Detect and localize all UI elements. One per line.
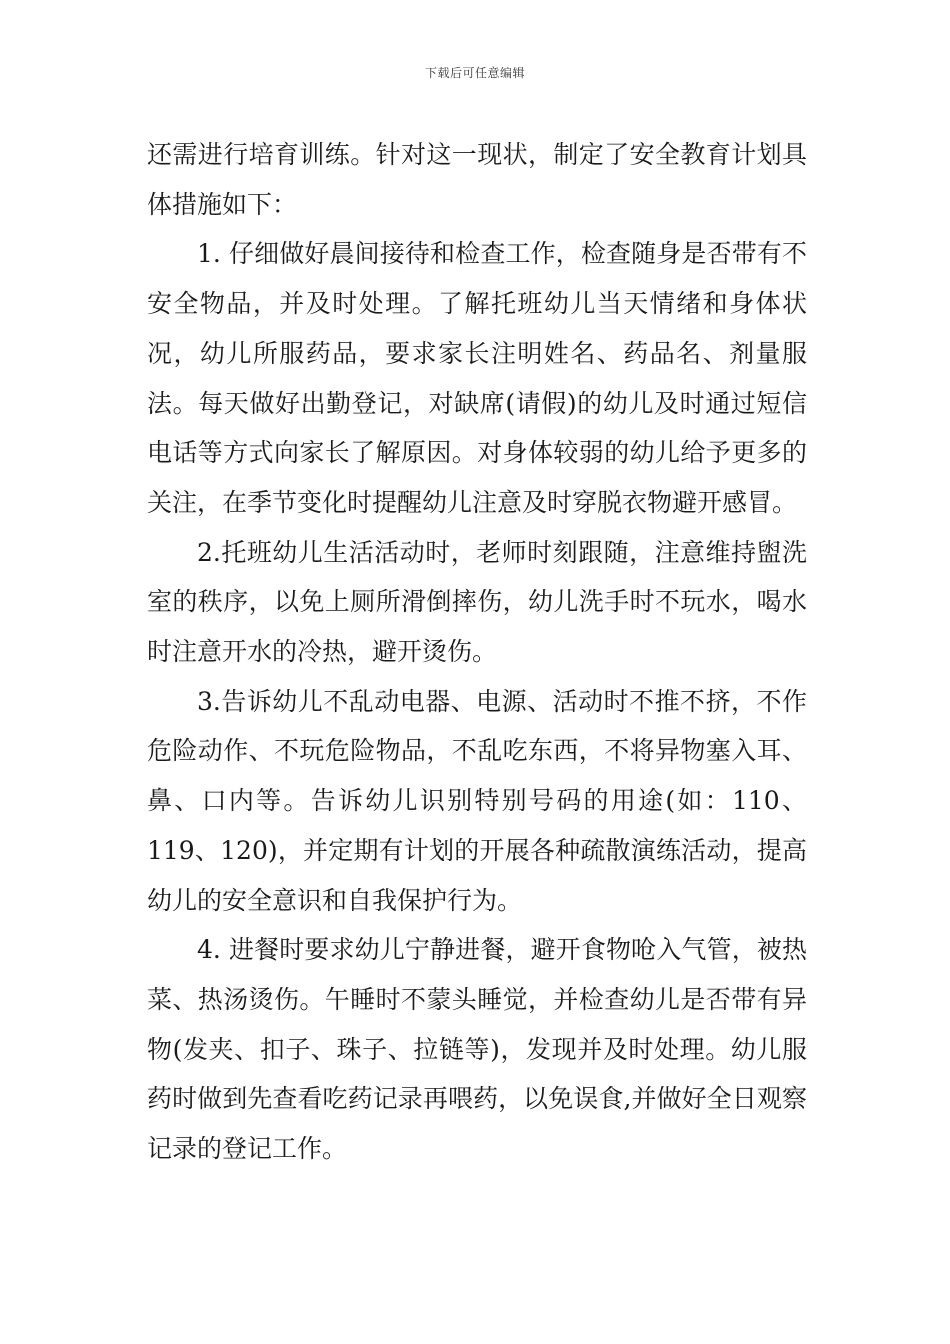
paragraph-item-3: 3.告诉幼儿不乱动电器、电源、活动时不推不挤，不作危险动作、不玩危险物品，不乱吃东西，不将异物塞入耳、鼻、口内等。告诉幼儿识别特别号码的用途(如：110、119、120)，并定期有计划的开展各种疏散演练活动，提高幼儿的安全意识和自我保护行为。 [147, 686, 807, 915]
paragraph-item-1: 1. 仔细做好晨间接待和检查工作，检查随身是否带有不安全物品，并及时处理。了解托班幼儿当天情绪和身体状况，幼儿所服药品，要求家长注明姓名、药品名、剂量服法。每天做好出勤登记，对缺席(请假)的幼儿及时通过短信电话等方式向家长了解原因。对身体较弱的幼儿给予更多的关注，在季节变化时提醒幼儿注意及时穿脱衣物避开感冒。 [147, 239, 807, 517]
document-body [147, 130, 807, 1174]
paragraph-item-2: 2.托班幼儿生活活动时，老师时刻跟随，注意维持盥洗室的秩序，以免上厕所滑倒摔伤，幼儿洗手时不玩水，喝水时注意开水的冷热，避开烫伤。 [147, 537, 807, 667]
paragraph-intro: 还需进行培育训练。针对这一现状，制定了安全教育计划具体措施如下： [147, 140, 807, 219]
page-header: 下载后可任意编辑 [424, 66, 525, 80]
paragraph-item-4: 4. 进餐时要求幼儿宁静进餐，避开食物呛入气管，被热菜、热汤烫伤。午睡时不蒙头睡觉，并检查幼儿是否带有异物(发夹、扣子、珠子、拉链等)，发现并及时处理。幼儿服药时做到先查看吃药记录再喂药，以免误食,并做好全日观察记录的登记工作。 [147, 935, 807, 1164]
